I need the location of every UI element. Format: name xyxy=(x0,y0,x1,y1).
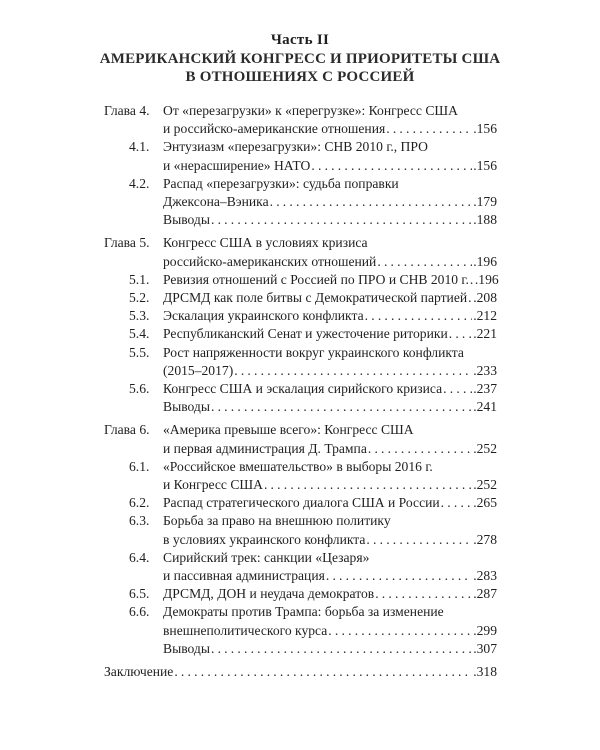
dot-leader xyxy=(368,440,472,458)
entry-title: Энтузиазм «перезагрузки»: СНВ 2010 г., ПРО xyxy=(163,139,428,155)
toc-entry[interactable] xyxy=(0,663,600,681)
section-number: 6.4. xyxy=(129,549,150,565)
toc-entry-line xyxy=(163,567,497,585)
dot-leader xyxy=(468,289,472,307)
dot-leader xyxy=(326,567,472,585)
dot-leader xyxy=(449,325,472,343)
entry-title: Заключение xyxy=(104,664,174,680)
page-number: .208 xyxy=(473,290,497,306)
page-number: .237 xyxy=(473,381,497,397)
page-number: .156 xyxy=(473,157,497,173)
entry-title: Республиканский Сенат и ужесточение риторики xyxy=(163,326,448,342)
dot-leader xyxy=(234,362,472,380)
entry-title: «Российское вмешательство» в выборы 2016 г. xyxy=(163,458,433,474)
entry-title: Выводы xyxy=(163,212,210,228)
toc-entry[interactable] xyxy=(0,640,600,658)
toc-entry[interactable] xyxy=(0,138,600,174)
toc-entry-line xyxy=(163,175,497,193)
toc-entry[interactable] xyxy=(0,307,600,325)
toc-entry[interactable] xyxy=(0,585,600,603)
dot-leader xyxy=(311,157,472,175)
toc-entry-line xyxy=(163,421,497,439)
toc-entry-line xyxy=(163,325,497,343)
toc-entry-line xyxy=(163,622,497,640)
toc-entry-line xyxy=(163,120,497,138)
page-number: .233 xyxy=(473,362,497,378)
dot-leader xyxy=(211,211,472,229)
entry-title: Распад стратегического диалога США и России xyxy=(163,495,440,511)
dot-leader xyxy=(264,476,472,494)
dot-leader xyxy=(375,585,472,603)
entry-title: внешнеполитического курса xyxy=(163,622,328,638)
toc-entry-line xyxy=(163,289,497,307)
toc-entry[interactable] xyxy=(0,549,600,585)
section-number: 6.6. xyxy=(129,604,150,620)
toc-entry-line xyxy=(163,234,497,252)
toc-entry[interactable] xyxy=(0,344,600,380)
toc-entry[interactable] xyxy=(0,421,600,457)
page-number: .196 xyxy=(473,253,497,269)
dot-leader xyxy=(470,271,474,289)
dot-leader xyxy=(270,193,473,211)
toc-entry-line xyxy=(163,193,497,211)
section-number: 6.5. xyxy=(129,586,150,602)
toc-entry-line xyxy=(163,307,497,325)
dot-leader xyxy=(377,253,472,271)
toc-entry-line xyxy=(163,549,497,567)
toc-entry[interactable] xyxy=(0,271,600,289)
page-number: .299 xyxy=(473,622,497,638)
page-number: .278 xyxy=(473,531,497,547)
entry-title: Выводы xyxy=(163,640,210,656)
dot-leader xyxy=(441,494,473,512)
page-number: .287 xyxy=(473,586,497,602)
toc-entry-line xyxy=(163,157,497,175)
dot-leader xyxy=(211,398,472,416)
toc-entry[interactable] xyxy=(0,289,600,307)
entry-title: Конгресс США и эскалация сирийского кризиса xyxy=(163,381,443,397)
entry-title: в условиях украинского конфликта xyxy=(163,531,366,547)
toc-entry[interactable] xyxy=(0,325,600,343)
chapter-number: Глава 6. xyxy=(104,422,150,438)
toc-entry[interactable] xyxy=(0,458,600,494)
page-number: .221 xyxy=(473,326,497,342)
section-number: 6.1. xyxy=(129,458,150,474)
entry-title: ДРСМД как поле битвы с Демократической партией xyxy=(163,290,468,306)
page-number: .307 xyxy=(473,640,497,656)
entry-title: и «нерасширение» НАТО xyxy=(163,157,311,173)
entry-title: Борьба за право на внешнюю политику xyxy=(163,513,391,529)
page-number: .188 xyxy=(473,212,497,228)
toc-entry[interactable] xyxy=(0,234,600,270)
toc-entry-line xyxy=(163,458,497,476)
part-title-line: АМЕРИКАНСКИЙ КОНГРЕСС И ПРИОРИТЕТЫ США xyxy=(99,51,501,67)
page-number: .156 xyxy=(473,121,497,137)
section-number: 5.2. xyxy=(129,290,150,306)
section-number: 5.6. xyxy=(129,381,150,397)
toc-entry-line xyxy=(163,253,497,271)
chapter-number: Глава 4. xyxy=(104,103,150,118)
entry-title: ДРСМД, ДОН и неудача демократов xyxy=(163,586,375,602)
entry-title: (2015–2017) xyxy=(163,362,234,378)
toc-entry-line xyxy=(163,603,497,621)
dot-leader xyxy=(211,640,472,658)
entry-title: и пассивная администрация xyxy=(163,568,325,584)
toc-entry-line xyxy=(163,476,497,494)
page-number: .179 xyxy=(473,194,497,210)
entry-title: От «перезагрузки» к «перегрузке»: Конгресс США xyxy=(163,103,458,118)
toc-entry-line xyxy=(163,585,497,603)
entry-title: Ревизия отношений с Россией по ПРО и СНВ 2010 г. xyxy=(163,271,469,287)
toc-entry-line xyxy=(163,102,497,120)
entry-title: Рост напряженности вокруг украинского конфликта xyxy=(163,344,464,360)
toc-entry[interactable] xyxy=(0,512,600,548)
toc-entry-line xyxy=(163,440,497,458)
dot-leader xyxy=(366,531,472,549)
entry-title: «Америка превыше всего»: Конгресс США xyxy=(163,422,414,438)
toc-entry-line xyxy=(163,271,497,289)
section-number: 5.3. xyxy=(129,308,150,324)
entry-title: и российско-американские отношения xyxy=(163,121,386,137)
page-number: .283 xyxy=(473,568,497,584)
entry-title: и Конгресс США xyxy=(163,477,263,493)
page-number: .318 xyxy=(473,664,497,680)
entry-title: российско-американских отношений xyxy=(163,253,377,269)
chapter-number: Глава 5. xyxy=(104,235,150,251)
part-title-line: В ОТНОШЕНИЯХ С РОССИЕЙ xyxy=(185,69,415,85)
section-number: 6.2. xyxy=(129,495,150,511)
toc-entry-line xyxy=(163,362,497,380)
section-number: 5.5. xyxy=(129,344,150,360)
page-number: .252 xyxy=(473,440,497,456)
section-number: 4.2. xyxy=(129,175,150,191)
page-number: .265 xyxy=(473,495,497,511)
toc-entry-line xyxy=(163,398,497,416)
toc-entry-line xyxy=(163,211,497,229)
toc-entry-line xyxy=(163,512,497,530)
toc-entry[interactable] xyxy=(0,398,600,416)
toc-entry-line xyxy=(163,138,497,156)
dot-leader xyxy=(365,307,473,325)
part-title xyxy=(0,50,600,86)
toc-entry-line xyxy=(163,531,497,549)
entry-title: Конгресс США в условиях кризиса xyxy=(163,235,368,251)
dot-leader xyxy=(174,663,472,681)
section-number: 4.1. xyxy=(129,139,150,155)
toc-entry[interactable] xyxy=(0,494,600,512)
toc-entry-line xyxy=(163,640,497,658)
toc-entry[interactable] xyxy=(0,380,600,398)
page-number: .252 xyxy=(473,477,497,493)
page-number: .212 xyxy=(473,308,497,324)
dot-leader xyxy=(328,622,472,640)
toc-entry[interactable] xyxy=(0,603,600,639)
toc-entry-line xyxy=(163,494,497,512)
part-label: Часть II xyxy=(270,32,330,48)
entry-title: Джексона–Вэника xyxy=(163,194,269,210)
entry-title: Сирийский трек: санкции «Цезаря» xyxy=(163,549,370,565)
toc-entry[interactable] xyxy=(0,211,600,229)
dot-leader xyxy=(443,380,472,398)
entry-title: Распад «перезагрузки»: судьба поправки xyxy=(163,175,399,191)
section-number: 5.1. xyxy=(129,271,150,287)
table-of-contents xyxy=(0,102,600,681)
toc-entry[interactable] xyxy=(0,175,600,211)
entry-title: Демократы против Трампа: борьба за изменение xyxy=(163,604,444,620)
section-number: 6.3. xyxy=(129,513,150,529)
page-number: .196 xyxy=(474,271,499,287)
page-number: .241 xyxy=(473,399,497,415)
toc-entry-line xyxy=(163,344,497,362)
toc-entry[interactable] xyxy=(0,102,600,138)
toc-entry-line xyxy=(163,380,497,398)
entry-title: Выводы xyxy=(163,399,210,415)
toc-entry-line xyxy=(104,663,497,681)
section-number: 5.4. xyxy=(129,326,150,342)
entry-title: Эскалация украинского конфликта xyxy=(163,308,364,324)
entry-title: и первая администрация Д. Трампа xyxy=(163,440,367,456)
dot-leader xyxy=(386,120,472,138)
